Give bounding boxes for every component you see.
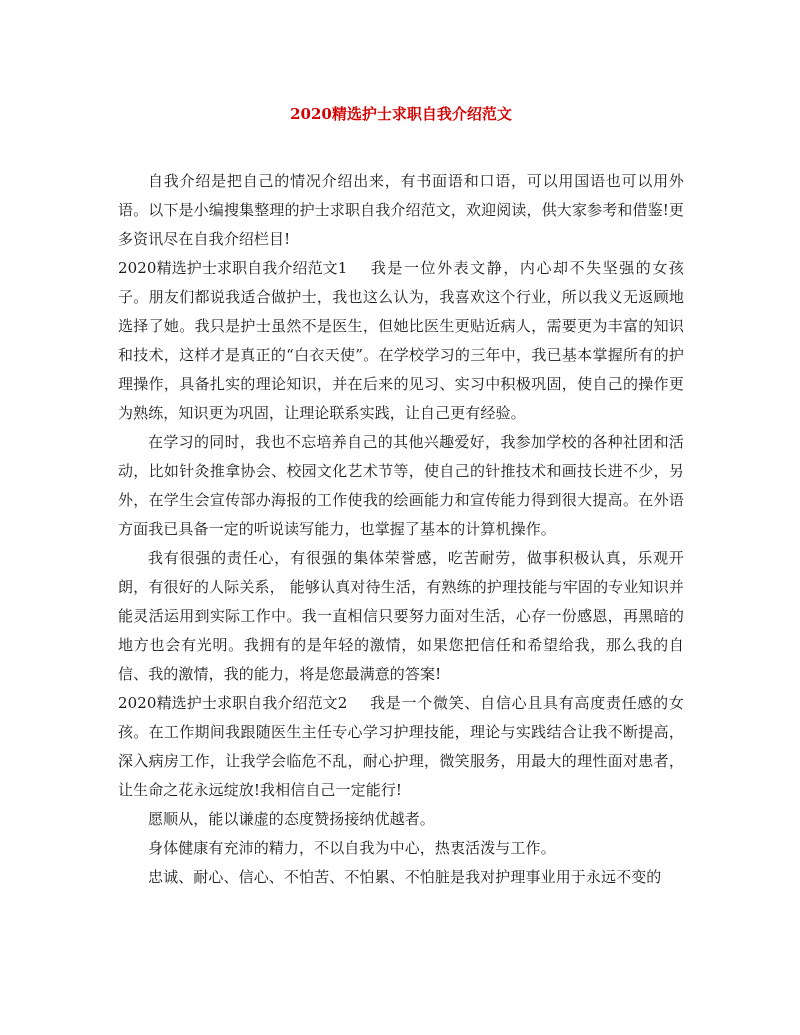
health-paragraph: 身体健康有充沛的精力，不以自我为中心，热衷活泼与工作。: [148, 839, 556, 857]
character-paragraph: 我有很强的责任心，有很强的集体荣誉感，吃苦耐劳，做事积极认真，乐观开朗，有很好的人际关系， 能够认真对待生活，有熟练的护理技能与牢固的专业知识并能灵活运用到实际工作中。我一直相信只要努力面对生活，心存一份感恩，再黑暗的地方也会有光明。我拥有的是年轻的激情，如果您把信任和希望给我，那么我的自信、我的激情，我的能力，将是您最满意的答案!: [118, 549, 684, 683]
loyalty-paragraph: 忠诚、耐心、信心、不怕苦、不怕累、不怕脏是我对护理事业用于永远不变的: [148, 868, 662, 886]
section-2-heading: 2020精选护士求职自我介绍范文2: [118, 694, 348, 712]
section-1-text: 我是一位外表文静，内心却不失坚强的女孩子。朋友们都说我适合做护士，我也这么认为，我喜欢这个行业，所以我义无返顾地选择了她。我只是护士虽然不是医生，但她比医生更贴近病人，需要更为丰富的知识和技术，这样才是真正的“白衣天使”。在学校学习的三年中，我已基本掌握所有的护理操作，具备扎实的理论知识，并在后来的见习、实习中积极巩固，使自己的操作更为熟练，知识更为巩固，让理论联系实践，让自己更有经验。: [118, 259, 684, 422]
section-1-paragraph: [118, 254, 684, 428]
hobbies-paragraph: 在学习的同时，我也不忘培养自己的其他兴趣爱好，我参加学校的各种社团和活动，比如针灸推拿协会、校园文化艺术节等，使自己的针推技术和画技长进不少，另外，在学生会宣传部办海报的工作使我的绘画能力和宣传能力得到很大提高。在外语方面我已具备一定的听说读写能力，也掌握了基本的计算机操作。: [118, 433, 684, 538]
intro-paragraph: 自我介绍是把自己的情况介绍出来，有书面语和口语，可以用国语也可以用外语。以下是小编搜集整理的护士求职自我介绍范文，欢迎阅读，供大家参考和借鉴!更多资讯尽在自我介绍栏目!: [118, 172, 684, 248]
document-body: [118, 167, 684, 892]
document-title: 2020精选护士求职自我介绍范文: [290, 105, 512, 123]
humility-paragraph: 愿顺从，能以谦虚的态度赞扬接纳优越者。: [148, 810, 435, 828]
section-1-heading: 2020精选护士求职自我介绍范文1: [118, 259, 348, 277]
section-2-paragraph: [118, 689, 684, 805]
section-2-text: 我是一个微笑、自信心且具有高度责任感的女孩。在工作期间我跟随医生主任专心学习护理技能，理论与实践结合让我不断提高，深入病房工作，让我学会临危不乱，耐心护理，微笑服务，用最大的理性面对患者，让生命之花永远绽放!我相信自己一定能行!: [118, 694, 684, 799]
